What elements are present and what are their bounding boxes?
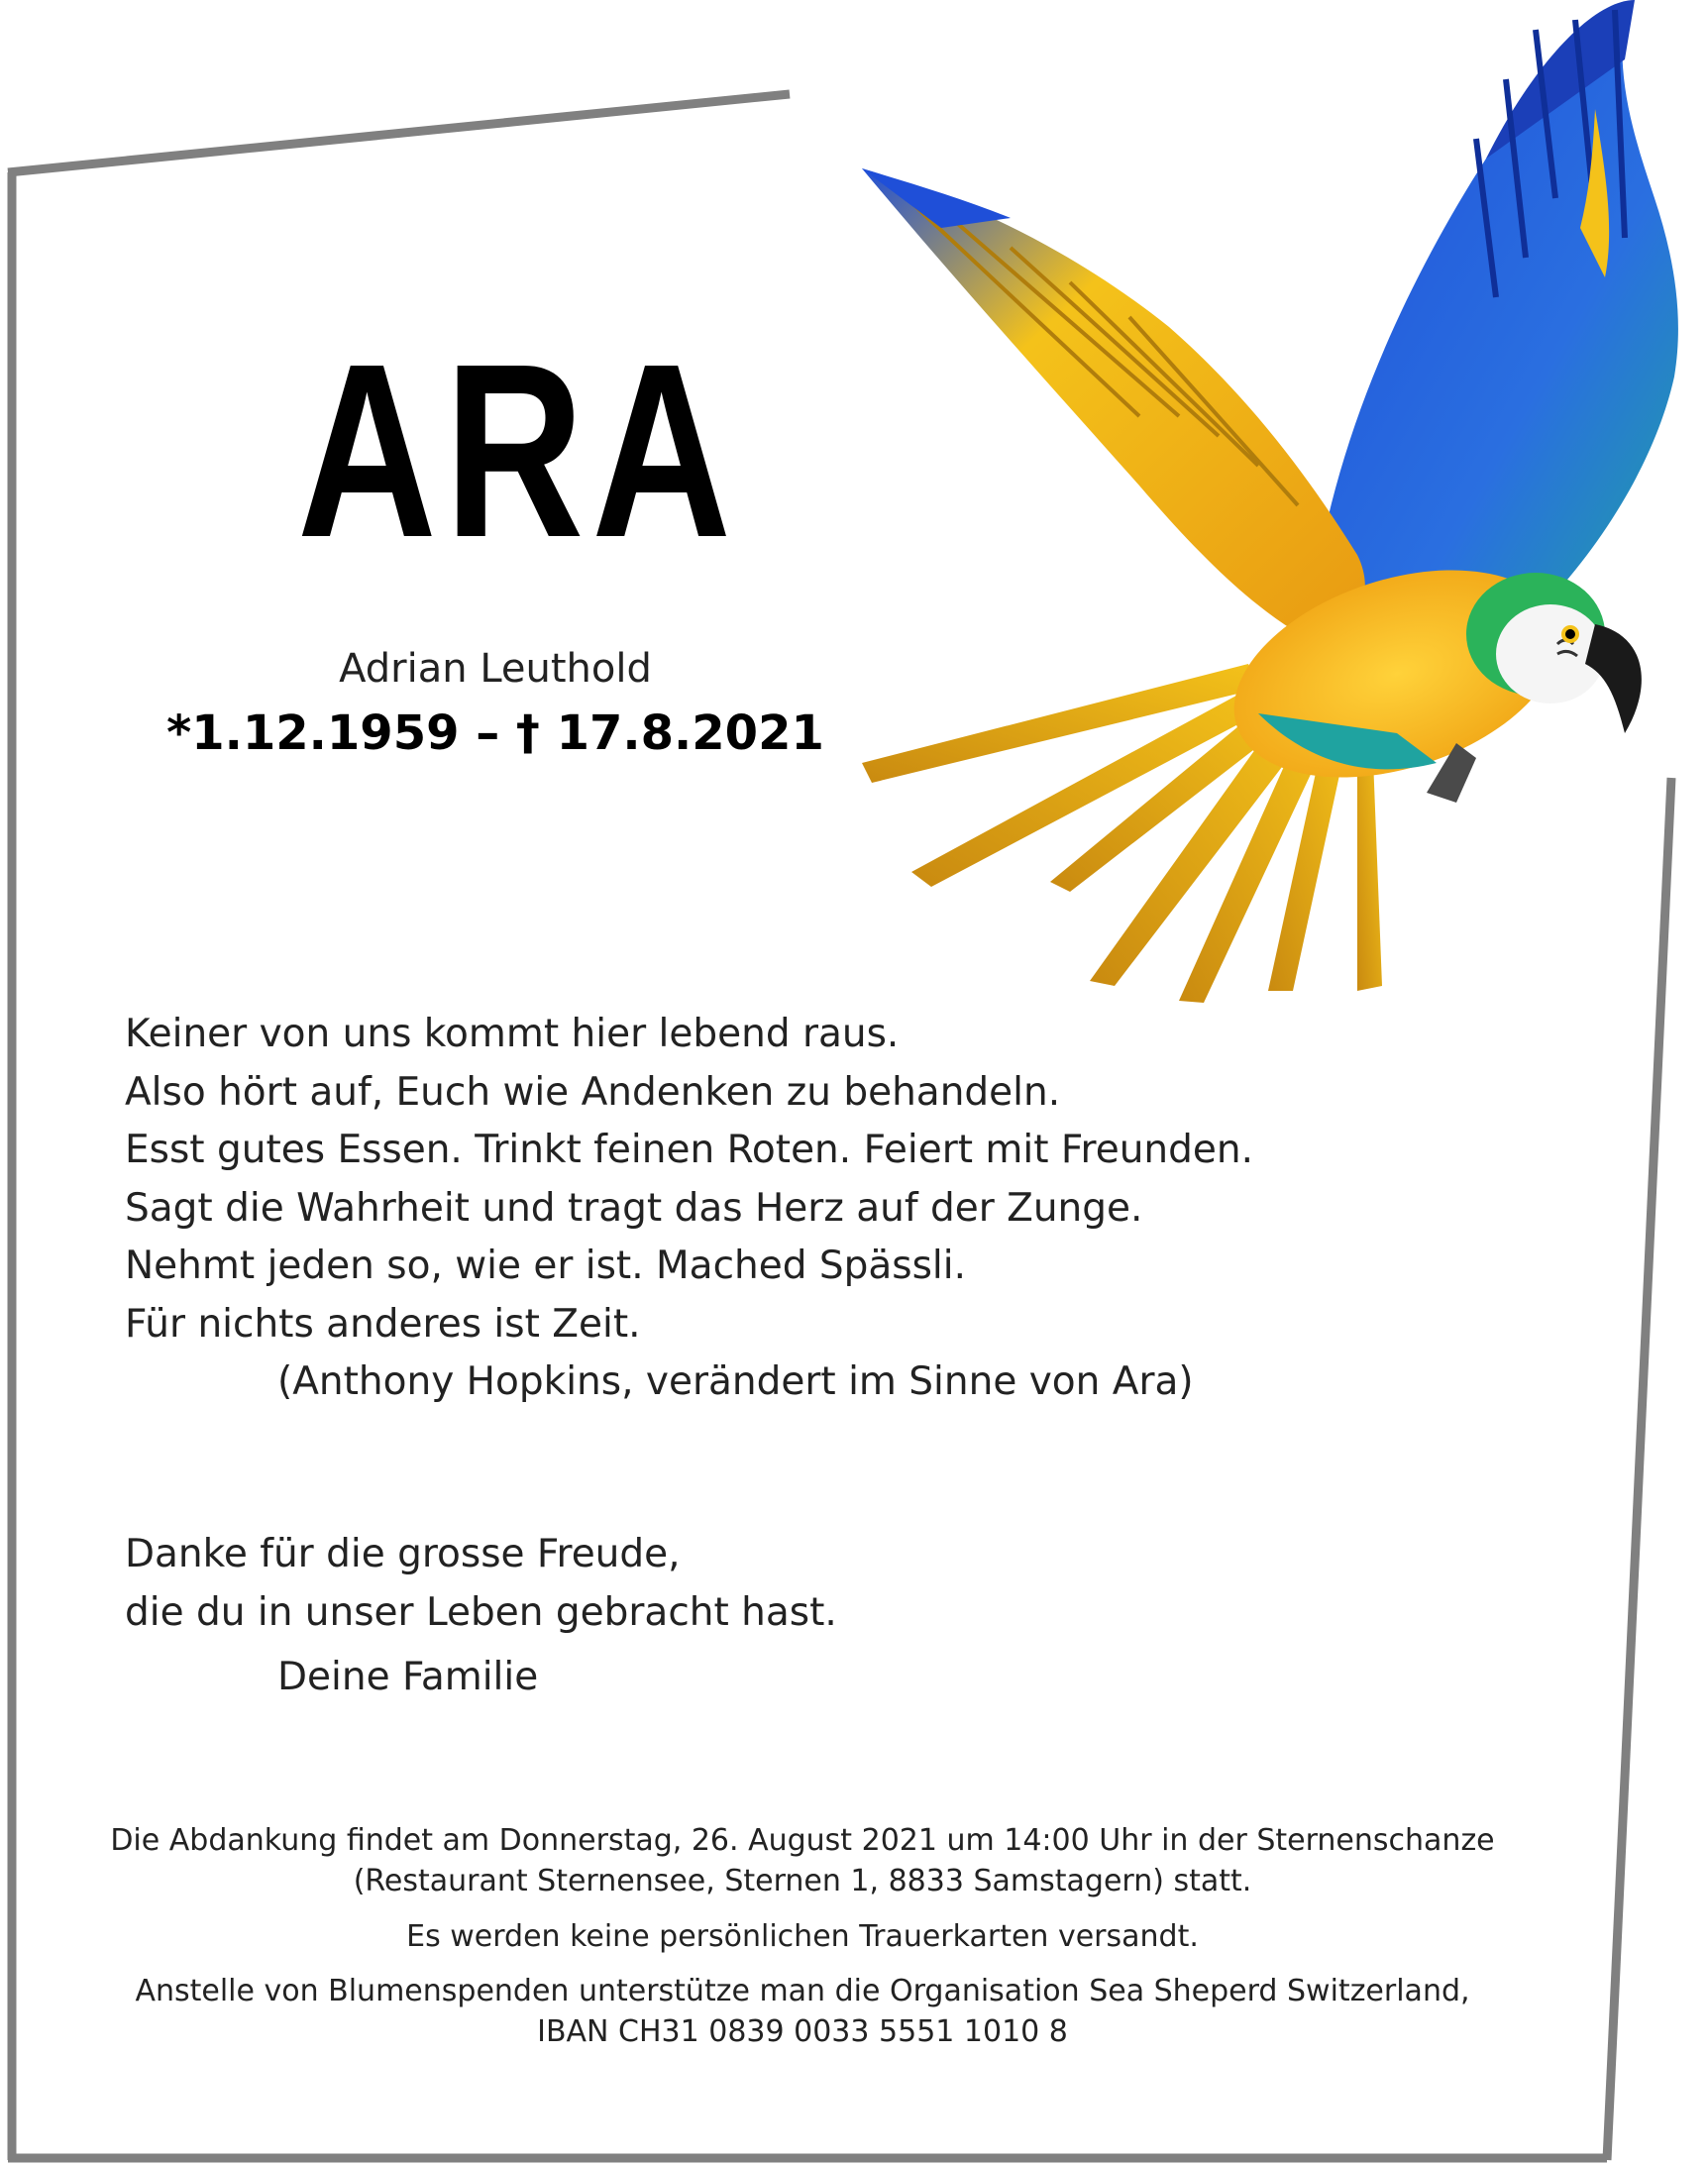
cards-notice: Es werden keine persönlichen Trauerkarten versandt.: [406, 1919, 1199, 1954]
donation-info: [99, 1974, 1506, 2049]
life-dates: *1.12.1959 – † 17.8.2021: [166, 705, 824, 761]
poem-line: Keiner von uns kommt hier lebend raus.: [125, 1012, 900, 1056]
poem-line: Esst gutes Essen. Trinkt feinen Roten. Feiert mit Freunden.: [125, 1128, 1253, 1172]
parrot-front-wing: [862, 168, 1365, 644]
deceased-full-name: Adrian Leuthold: [339, 646, 652, 692]
poem-line: Sagt die Wahrheit und tragt das Herz auf der Zunge.: [125, 1185, 1143, 1231]
ceremony-info: [99, 1823, 1506, 1898]
family-signature: Deine Familie: [277, 1655, 539, 1699]
thanks-message: [125, 1526, 837, 1642]
poem-line: Für nichts anderes ist Zeit.: [125, 1301, 641, 1347]
donation-line: Anstelle von Blumenspenden unterstütze man die Organisation Sea Sheperd Switzerland,: [135, 1974, 1470, 2008]
parrot-back-wing: [1308, 0, 1678, 662]
deceased-nickname-title: ARA: [297, 312, 739, 589]
donation-iban: IBAN CH31 0839 0033 5551 1010 8: [537, 2014, 1068, 2049]
poem-line: Also hört auf, Euch wie Andenken zu behandeln.: [125, 1069, 1061, 1115]
parrot-image: [842, 0, 1708, 1030]
ceremony-line: (Restaurant Sternensee, Sternen 1, 8833 Samstagern) statt.: [353, 1864, 1252, 1898]
poem-attribution: (Anthony Hopkins, verändert im Sinne von Ara): [277, 1359, 1194, 1404]
thanks-line: Danke für die grosse Freude,: [125, 1532, 681, 1576]
poem-line: Nehmt jeden so, wie er ist. Mached Spässli.: [125, 1244, 966, 1288]
frame-top-line: [8, 94, 790, 172]
thanks-line: die du in unser Leben gebracht hast.: [125, 1589, 837, 1635]
poem: [125, 1006, 1253, 1353]
ceremony-line: Die Abdankung findet am Donnerstag, 26. August 2021 um 14:00 Uhr in der Sternenschanze: [110, 1823, 1495, 1858]
